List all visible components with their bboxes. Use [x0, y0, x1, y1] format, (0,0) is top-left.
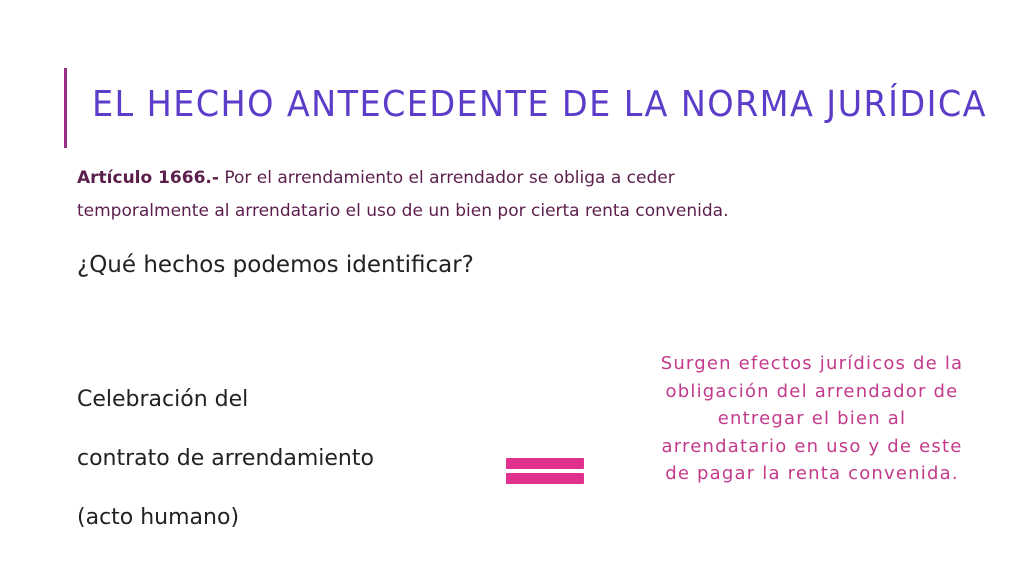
effects-line: Surgen efectos jurídicos de la	[660, 353, 964, 374]
fact-line: contrato de arrendamiento	[77, 446, 374, 471]
slide-title: EL HECHO ANTECEDENTE DE LA NORMA JURÍDICA	[92, 84, 987, 125]
article-paragraph	[77, 162, 877, 228]
fact-line: Celebración del	[77, 387, 249, 412]
effects-block	[632, 350, 992, 488]
article-label: Artículo 1666.-	[77, 168, 219, 188]
equals-bar-top	[506, 458, 584, 469]
title-accent-bar	[64, 68, 67, 148]
equals-icon	[506, 457, 584, 485]
article-text-line2: temporalmente al arrendatario el uso de un bien por cierta renta convenida.	[77, 201, 729, 221]
effects-line: de pagar la renta convenida.	[665, 463, 959, 484]
fact-block	[77, 370, 374, 547]
question-text: ¿Qué hechos podemos identificar?	[77, 252, 474, 278]
effects-line: arrendatario en uso y de este	[661, 435, 963, 457]
equals-bar-bottom	[506, 473, 584, 484]
effects-line: entregar el bien al	[717, 408, 907, 429]
fact-line: (acto humano)	[77, 505, 240, 530]
article-text-line1: Por el arrendamiento el arrendador se obliga a ceder	[218, 168, 675, 188]
effects-line: obligación del arrendador de	[665, 380, 959, 402]
